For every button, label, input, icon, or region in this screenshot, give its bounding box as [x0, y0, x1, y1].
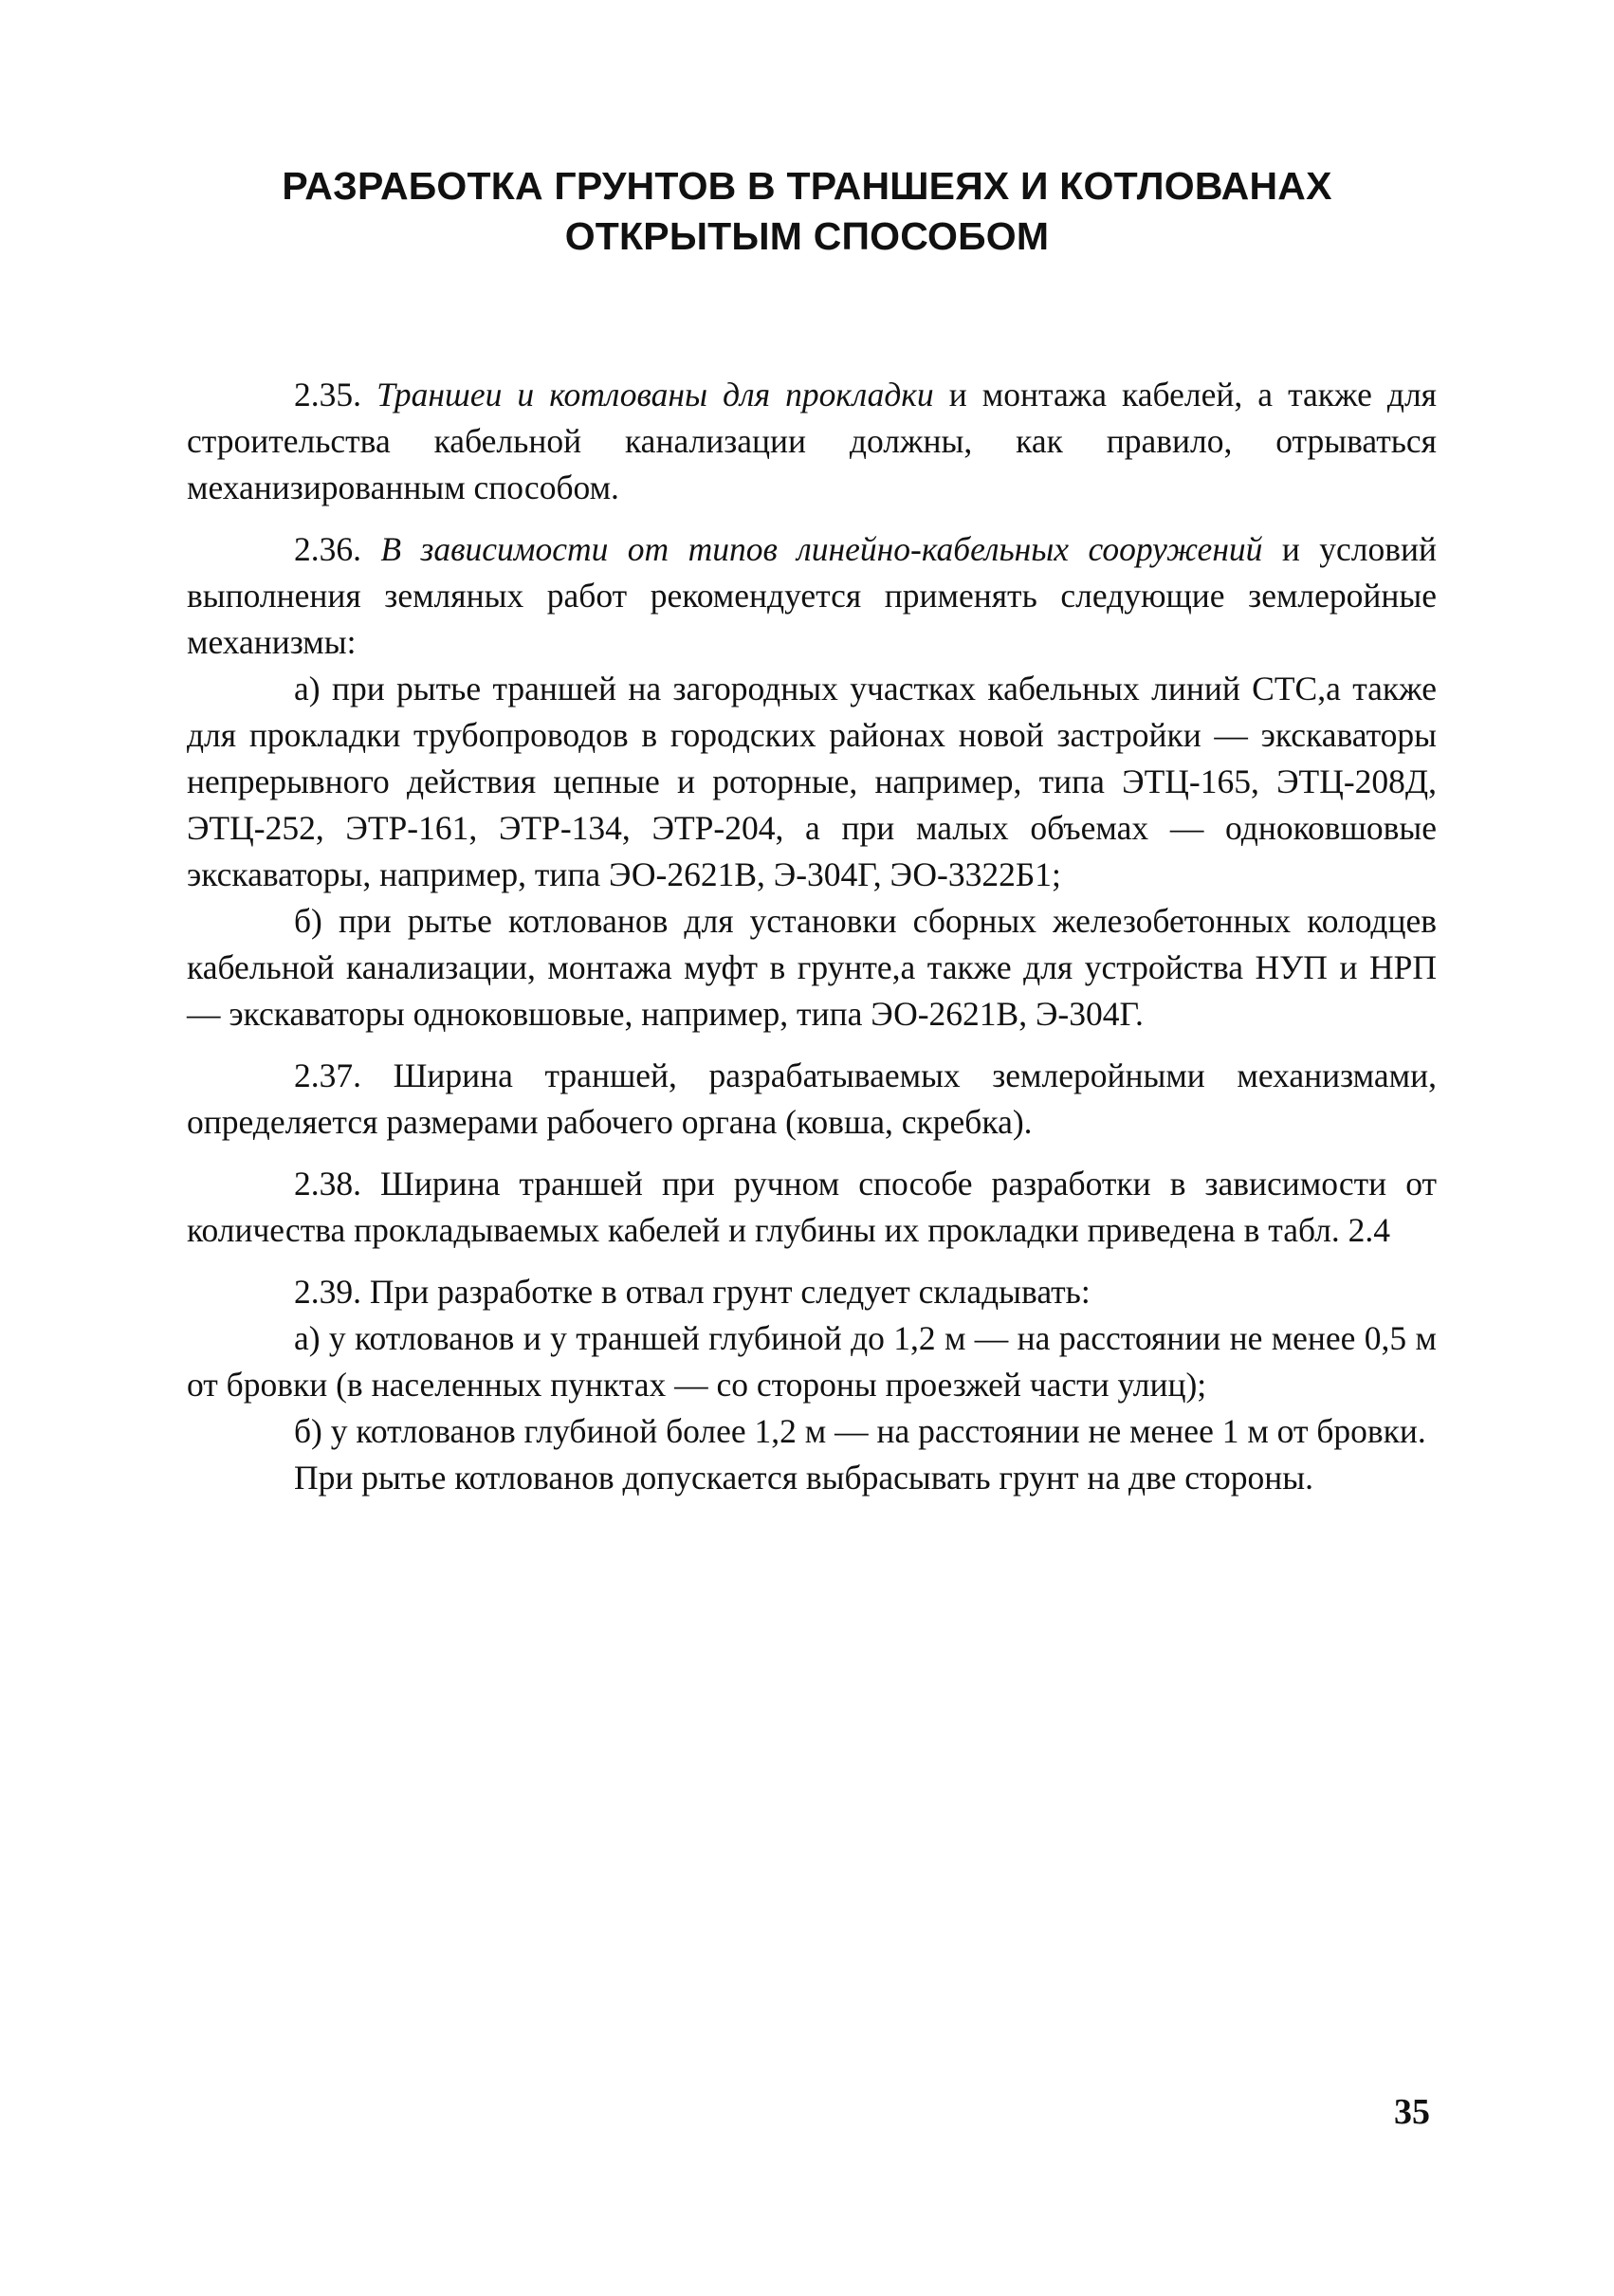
paragraph-2-37: 2.37. Ширина траншей, разрабатываемых землеройными механизмами, определяется размерами рабочего органа (ковша, скребка). [187, 1056, 1437, 1141]
title-line-1: РАЗРАБОТКА ГРУНТОВ В ТРАНШЕЯХ И КОТЛОВАНАХ [282, 164, 1332, 208]
paragraph-2-39-note: При рытье котлованов допускается выбрасывать грунт на две стороны. [294, 1459, 1314, 1497]
paragraph-2-36-a: а) при рытье траншей на загородных участках кабельных линий СТС,а также для прокладки трубопроводов в городских районах новой застройки — экскаваторы непрерывного действия цепные и роторные, например, типа ЭТЦ-165, ЭТЦ-208Д, ЭТЦ-252, ЭТР-161, ЭТР-134, ЭТР-204, а при малых объемах — одноковшовые экскаваторы, например, типа ЭО-2621В, Э-304Г, ЭО-3322Б1; [187, 670, 1437, 893]
paragraph-2-35 [187, 372, 1437, 511]
page-number: 35 [1394, 2092, 1430, 2132]
paragraph-text: и условий выполнения земляных работ рекомендуется применять следующие землеройные механизмы: [187, 530, 1438, 661]
title-line-2: ОТКРЫТЫМ СПОСОБОМ [564, 214, 1050, 258]
paragraph-text: и монтажа кабелей, а также для строительства кабельной канализации должны, как правило, отрываться механизированным способом. [187, 376, 1438, 506]
page-title [0, 161, 1614, 262]
body-text [187, 372, 1437, 1501]
paragraph-2-36 [187, 526, 1437, 666]
paragraph-2-38: 2.38. Ширина траншей при ручном способе разработки в зависимости от количества прокладываемых кабелей и глубины их прокладки приведена в табл. 2.4 [187, 1165, 1437, 1249]
paragraph-2-39-b: б) у котлованов глубиной более 1,2 м — на расстоянии не менее 1 м от бровки. [294, 1412, 1426, 1450]
paragraph-2-39: 2.39. При разработке в отвал грунт следует складывать: [294, 1273, 1091, 1311]
paragraph-number: 2.36. [294, 530, 361, 568]
paragraph-emphasis: Траншеи и котлованы для прокладки [376, 376, 934, 413]
paragraph-emphasis: В зависимости от типов линейно-кабельных сооружений [380, 530, 1263, 568]
paragraph-number: 2.35. [294, 376, 361, 413]
paragraph-2-36-b: б) при рытье котлованов для установки сборных железобетонных колодцев кабельной канализации, монтажа муфт в грунте,а также для устройства НУП и НРП — экскаваторы одноковшовые, например, типа ЭО-2621В, Э-304Г. [187, 902, 1437, 1033]
paragraph-2-39-a: а) у котлованов и у траншей глубиной до 1,2 м — на расстоянии не менее 0,5 м от бровки (в населенных пунктах — со стороны проезжей части улиц); [187, 1319, 1437, 1404]
